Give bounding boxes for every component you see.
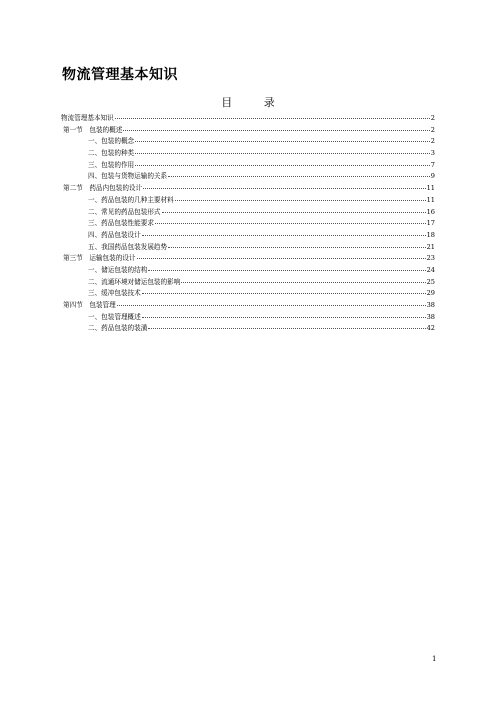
- toc-entry[interactable]: [61, 300, 435, 312]
- toc-dot-leader: [137, 258, 426, 259]
- toc-entry[interactable]: [61, 312, 435, 324]
- toc-entry-page: 2: [430, 137, 435, 146]
- toc-dot-leader: [175, 200, 426, 201]
- toc-dot-leader: [143, 188, 425, 189]
- toc-entry[interactable]: [61, 265, 435, 277]
- toc-dot-leader: [181, 282, 425, 283]
- document-title: 物流管理基本知识: [62, 67, 178, 83]
- toc-entry-label: 第一节 包装的概述: [63, 125, 123, 134]
- toc-entry[interactable]: [61, 277, 435, 289]
- toc-dot-leader: [168, 176, 430, 177]
- toc-entry-label: 第三节 运输包装的设计: [63, 254, 136, 263]
- toc-entry-page: 17: [426, 219, 435, 228]
- toc-entry[interactable]: [61, 218, 435, 230]
- toc-entry-label: 一、药品包装的几种主要材料: [88, 195, 174, 204]
- toc-entry-page: 23: [426, 254, 435, 263]
- toc-entry-page: 11: [426, 195, 435, 204]
- toc-dot-leader: [135, 165, 430, 166]
- toc-entry-label: 四、包装与货物运输的关系: [88, 172, 168, 181]
- toc-heading: 目 录: [221, 96, 289, 109]
- toc-entry-label: 三、缓冲包装技术: [88, 289, 141, 298]
- toc-dot-leader: [142, 317, 426, 318]
- toc-dot-leader: [135, 153, 430, 154]
- toc-entry-label: 二、包装的种类: [88, 149, 135, 158]
- toc-dot-leader: [135, 141, 430, 142]
- toc-entry-page: 7: [430, 160, 435, 169]
- toc-entry[interactable]: [61, 242, 435, 254]
- toc-dot-leader: [142, 235, 426, 236]
- toc-entry[interactable]: [61, 125, 435, 137]
- toc-entry-label: 三、包装的作用: [88, 160, 135, 169]
- toc-entry[interactable]: [61, 195, 435, 207]
- toc-entry[interactable]: [61, 253, 435, 265]
- toc-entry-page: 2: [430, 125, 435, 134]
- toc-entry-label: 一、包装管理概述: [88, 312, 141, 321]
- toc-dot-leader: [142, 293, 426, 294]
- toc-entry-page: 29: [426, 289, 435, 298]
- toc-entry-page: 38: [426, 312, 435, 321]
- toc-entry-label: 三、药品包装性能要求: [88, 219, 154, 228]
- page-number: 1: [432, 655, 437, 663]
- toc-dot-leader: [148, 270, 425, 271]
- toc-dot-leader: [148, 328, 425, 329]
- toc-entry-label: 第二节 药品内包装的设计: [63, 184, 143, 193]
- toc-entry-label: 四、药品包装设计: [88, 230, 141, 239]
- toc-entry[interactable]: [61, 207, 435, 219]
- toc-entry-label: 第四节 包装管理: [63, 301, 116, 309]
- toc-entry-label: 一、包装的概念: [88, 137, 135, 146]
- toc-entry-label: 二、流通环境对储运包装的影响: [88, 277, 181, 286]
- toc-entry-page: 38: [426, 301, 435, 309]
- toc-entry[interactable]: [61, 171, 435, 183]
- toc-entry-page: 25: [426, 277, 435, 286]
- toc-dot-leader: [155, 223, 426, 224]
- toc-entry-page: 42: [426, 324, 435, 333]
- toc-dot-leader: [123, 130, 429, 131]
- toc-entry[interactable]: [61, 183, 435, 195]
- toc-entry[interactable]: [61, 113, 435, 125]
- toc-entry[interactable]: [61, 230, 435, 242]
- toc-dot-leader: [115, 118, 430, 119]
- toc-entry[interactable]: [61, 148, 435, 160]
- toc-dot-leader: [168, 247, 425, 248]
- toc-entry-page: 11: [426, 184, 435, 193]
- toc-entry-page: 21: [426, 242, 435, 251]
- toc-entry-label: 五、我国药品包装发展趋势: [88, 242, 168, 251]
- toc-entry-page: 3: [430, 149, 435, 158]
- toc-entry[interactable]: [61, 288, 435, 300]
- toc-entry-label: 一、储运包装的结构: [88, 265, 148, 274]
- toc-entry-page: 16: [426, 207, 435, 216]
- toc-entry-label: 二、药品包装的装潢: [88, 324, 148, 333]
- toc-dot-leader: [117, 305, 426, 306]
- toc-entry-page: 24: [426, 265, 435, 274]
- table-of-contents: [61, 113, 435, 335]
- toc-entry-page: 18: [426, 230, 435, 239]
- toc-entry-label: 二、常见的药品包装形式: [88, 207, 161, 216]
- toc-entry[interactable]: [61, 136, 435, 148]
- toc-entry-page: 9: [430, 172, 435, 181]
- toc-entry-label: 物流管理基本知识: [61, 114, 114, 122]
- toc-dot-leader: [162, 212, 426, 213]
- toc-entry[interactable]: [61, 323, 435, 335]
- toc-entry-page: 2: [430, 114, 435, 122]
- toc-entry[interactable]: [61, 160, 435, 172]
